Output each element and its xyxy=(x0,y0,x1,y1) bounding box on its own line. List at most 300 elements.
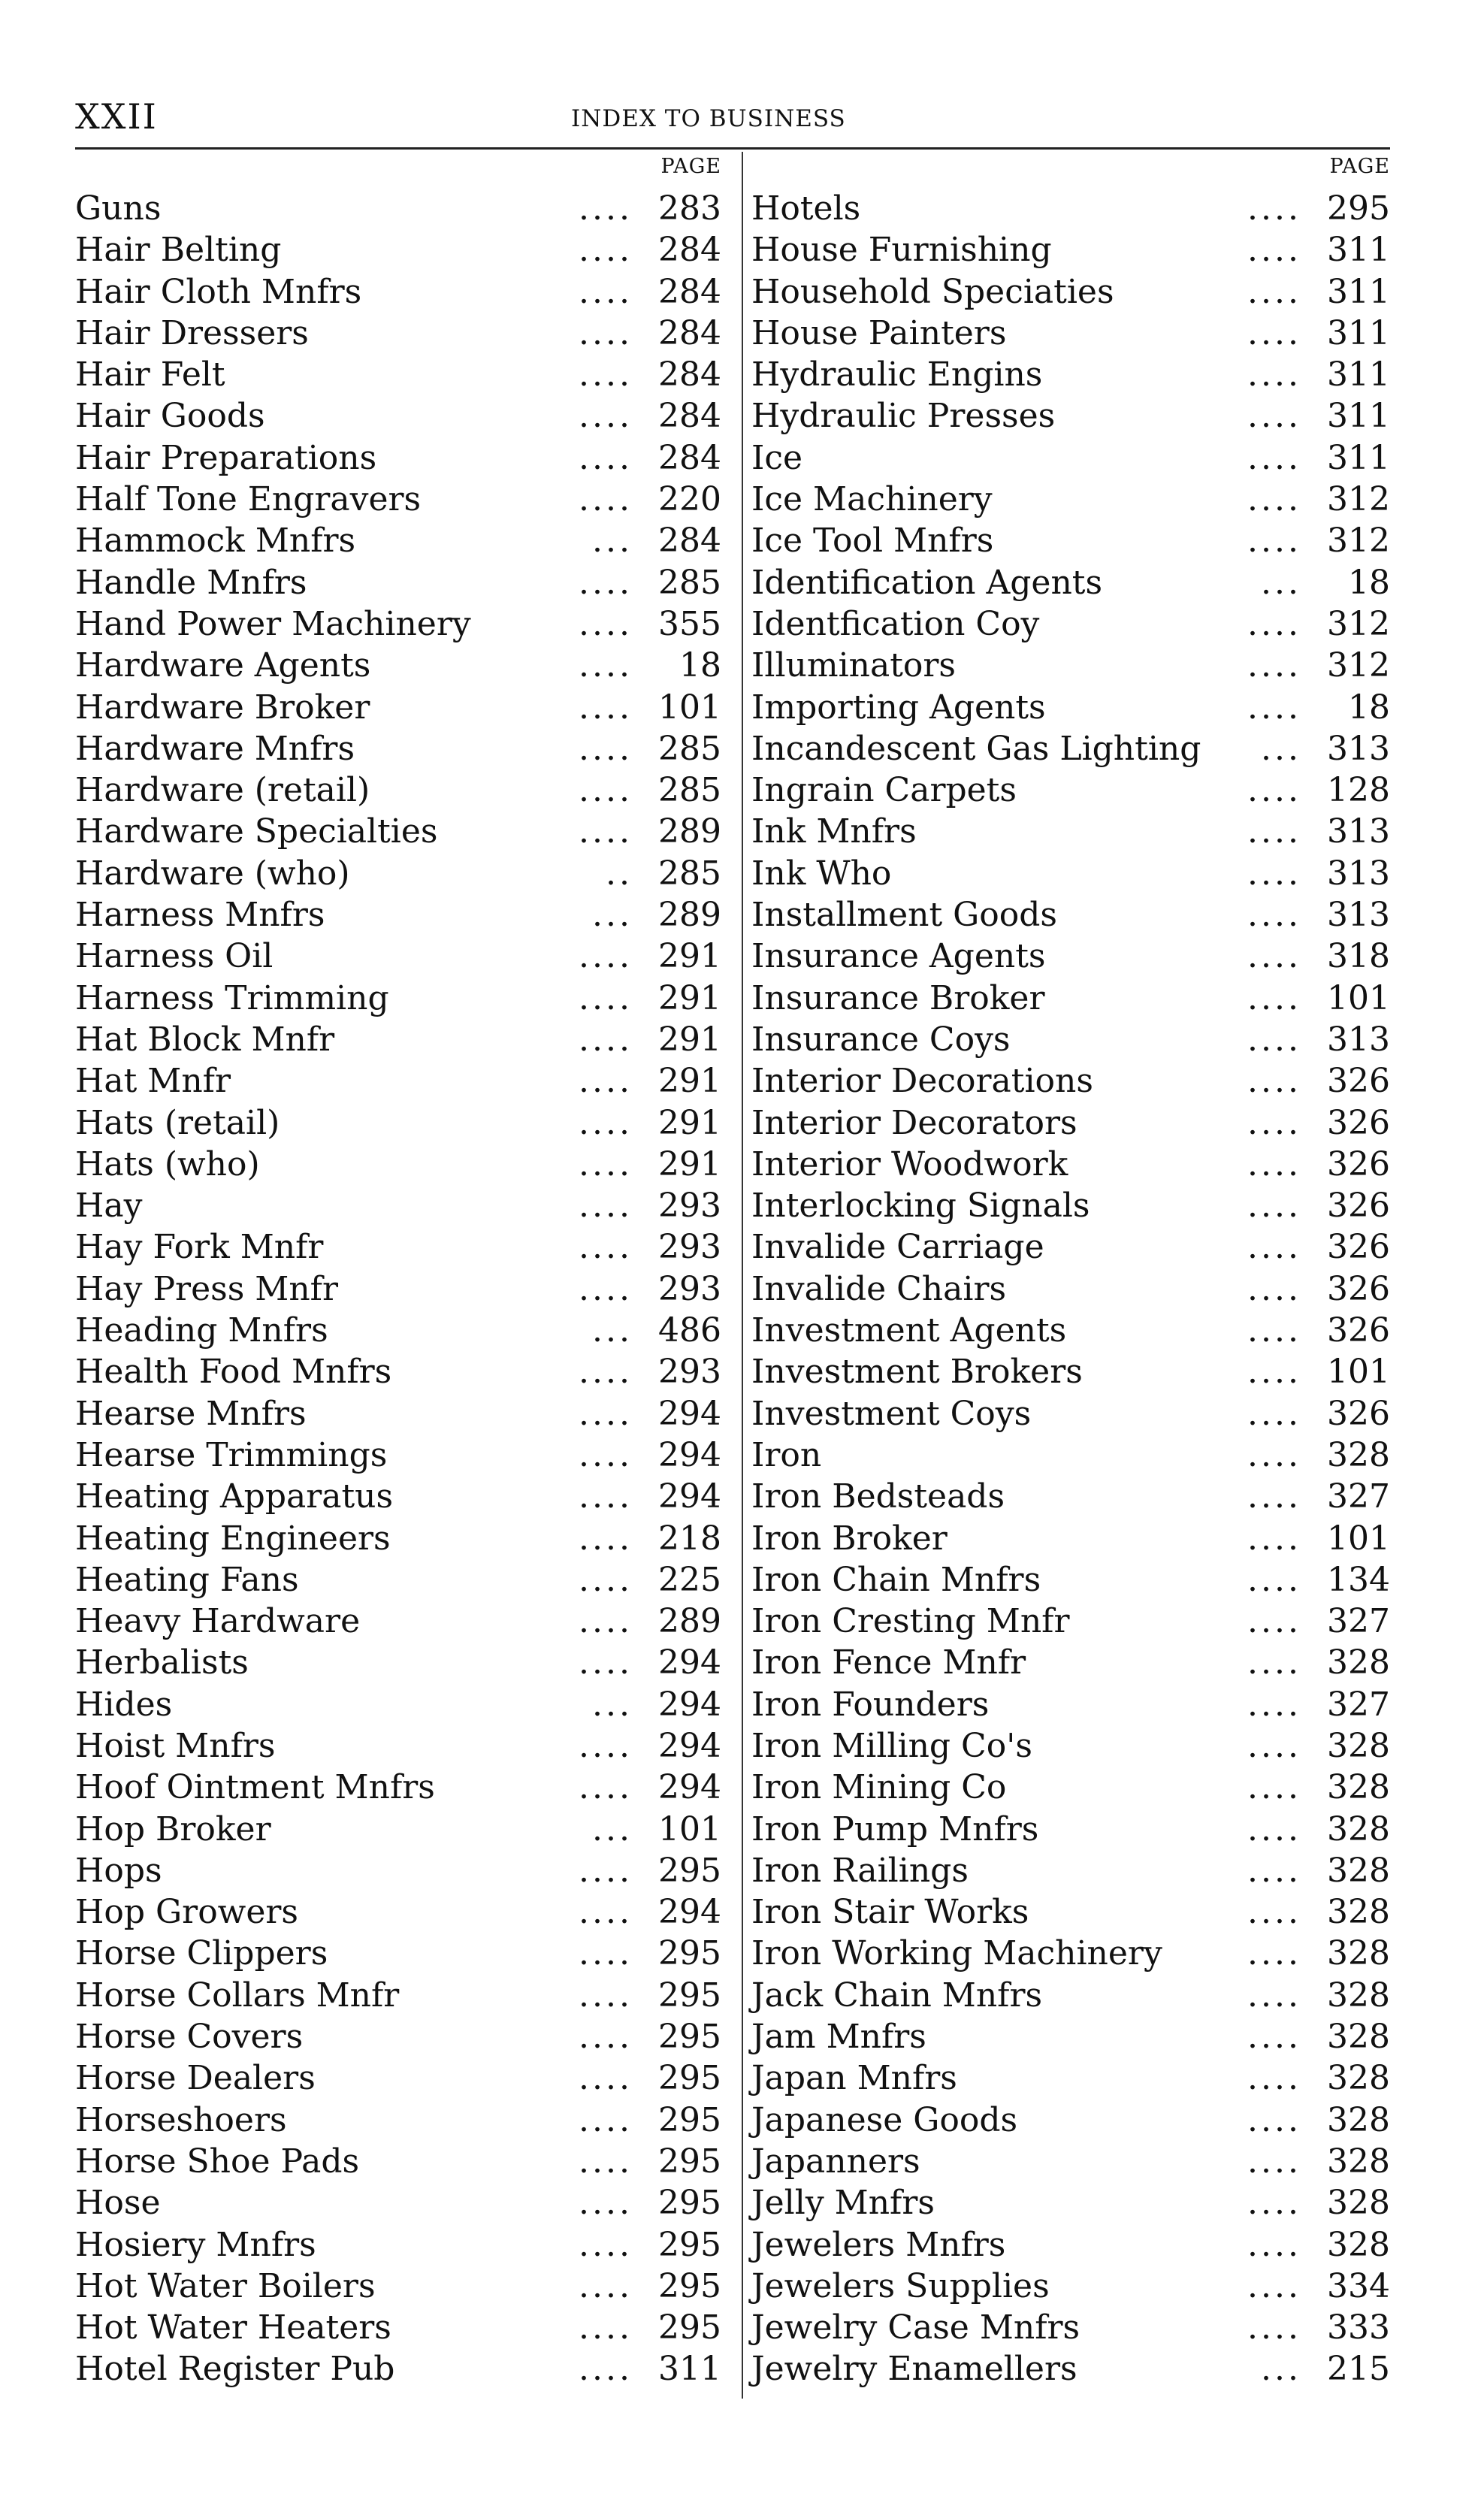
entry-name: Iron Broker xyxy=(751,1519,948,1558)
entry-page-number: 355 xyxy=(658,604,721,643)
index-column-right xyxy=(751,155,1398,2390)
index-entry xyxy=(75,1434,729,1476)
entry-name: Japanese Goods xyxy=(751,2100,1018,2139)
entry-leader-dots: .... xyxy=(1247,231,1301,270)
index-entry xyxy=(751,2348,1398,2390)
index-entry xyxy=(75,1351,729,1392)
entry-page-number: 333 xyxy=(1327,2308,1390,2347)
entry-page-number: 312 xyxy=(1327,646,1390,685)
entry-leader-dots: .... xyxy=(579,1269,633,1308)
entry-leader-dots: .... xyxy=(579,272,633,311)
entry-name: Iron Milling Co's xyxy=(751,1726,1032,1765)
index-entry xyxy=(75,395,729,437)
index-entry xyxy=(751,978,1398,1019)
entry-leader-dots: .... xyxy=(579,1020,633,1059)
entry-leader-dots: .... xyxy=(579,1187,633,1226)
entry-name: Invalide Chairs xyxy=(751,1269,1007,1308)
entry-page-number: 328 xyxy=(1327,2184,1390,2223)
entry-list-left xyxy=(75,188,729,2390)
entry-name: Hot Water Boilers xyxy=(75,2266,376,2305)
entry-leader-dots: .... xyxy=(1247,1187,1301,1226)
entry-name: Hardware (who) xyxy=(75,854,350,893)
index-entry xyxy=(75,1767,729,1808)
index-entry xyxy=(751,1933,1398,1974)
index-entry xyxy=(75,437,729,479)
index-entry xyxy=(75,2057,729,2099)
index-entry xyxy=(751,645,1398,686)
index-entry xyxy=(75,1809,729,1850)
entry-leader-dots: ... xyxy=(592,521,633,561)
entry-leader-dots: .... xyxy=(579,2018,633,2057)
entry-leader-dots: .... xyxy=(1247,313,1301,352)
entry-name: Harness Trimming xyxy=(75,978,389,1017)
entry-name: Hardware Specialties xyxy=(75,812,438,851)
index-entry xyxy=(75,1019,729,1060)
entry-name: Iron Stair Works xyxy=(751,1893,1029,1932)
entry-leader-dots: .... xyxy=(579,231,633,270)
entry-name: Heading Mnfrs xyxy=(75,1311,328,1350)
index-entry xyxy=(75,1476,729,1517)
entry-leader-dots: .... xyxy=(579,1560,633,1599)
entry-page-number: 328 xyxy=(1327,1768,1390,1807)
index-entry xyxy=(75,936,729,977)
entry-page-number: 311 xyxy=(1327,231,1390,270)
index-entry xyxy=(751,2099,1398,2141)
entry-page-number: 291 xyxy=(658,1020,721,1059)
entry-leader-dots: .... xyxy=(1247,1643,1301,1682)
entry-name: Horse Dealers xyxy=(75,2059,316,2098)
entry-leader-dots: .... xyxy=(579,2308,633,2347)
entry-leader-dots: .... xyxy=(1247,937,1301,976)
entry-page-number: 291 xyxy=(658,1062,721,1101)
entry-name: Invalide Carriage xyxy=(751,1228,1044,1267)
entry-leader-dots: .... xyxy=(1247,1809,1301,1849)
entry-leader-dots: .... xyxy=(1247,2308,1301,2347)
entry-page-number: 328 xyxy=(1327,1976,1390,2015)
entry-name: Hardware Mnfrs xyxy=(75,729,355,768)
index-entry xyxy=(751,1434,1398,1476)
entry-leader-dots: .... xyxy=(579,688,633,727)
entry-name: Hair Belting xyxy=(75,231,282,270)
entry-leader-dots: .... xyxy=(579,2266,633,2305)
entry-name: Hotel Register Pub xyxy=(75,2350,395,2389)
entry-leader-dots: .... xyxy=(1247,1477,1301,1516)
entry-leader-dots: .... xyxy=(1247,355,1301,395)
index-entry xyxy=(75,1268,729,1310)
index-entry xyxy=(751,1767,1398,1808)
entry-name: Ice Machinery xyxy=(751,480,993,519)
index-entry xyxy=(751,437,1398,479)
entry-leader-dots: .... xyxy=(1247,2100,1301,2139)
entry-name: Harness Oil xyxy=(75,937,274,976)
entry-name: Hardware (retail) xyxy=(75,771,370,810)
entry-page-number: 101 xyxy=(1327,978,1390,1017)
entry-page-number: 313 xyxy=(1327,729,1390,768)
entry-page-number: 215 xyxy=(1327,2350,1390,2389)
entry-page-number: 312 xyxy=(1327,480,1390,519)
index-entry xyxy=(75,1185,729,1226)
entry-page-number: 326 xyxy=(1327,1269,1390,1308)
entry-page-number: 311 xyxy=(1327,397,1390,436)
entry-page-number: 326 xyxy=(1327,1062,1390,1101)
entry-leader-dots: .... xyxy=(1247,1353,1301,1392)
entry-page-number: 311 xyxy=(1327,272,1390,311)
entry-leader-dots: .... xyxy=(1247,2184,1301,2223)
index-entry xyxy=(751,603,1398,645)
entry-page-number: 313 xyxy=(1327,854,1390,893)
entry-page-number: 294 xyxy=(658,1394,721,1433)
entry-leader-dots: .... xyxy=(1247,2225,1301,2264)
entry-page-number: 295 xyxy=(658,2142,721,2181)
entry-name: Identfication Coy xyxy=(751,604,1040,643)
entry-page-number: 328 xyxy=(1327,1851,1390,1890)
index-entry xyxy=(75,2141,729,2182)
entry-name: Insurance Coys xyxy=(751,1020,1011,1059)
entry-page-number: 294 xyxy=(658,1726,721,1765)
index-entry xyxy=(751,1559,1398,1601)
entry-name: Jewelers Supplies xyxy=(751,2266,1050,2305)
entry-name: Hat Mnfr xyxy=(75,1062,231,1101)
entry-page-number: 295 xyxy=(658,2225,721,2264)
entry-name: Iron Fence Mnfr xyxy=(751,1643,1026,1682)
index-entry xyxy=(751,811,1398,852)
entry-page-number: 289 xyxy=(658,896,721,935)
entry-name: Iron Cresting Mnfr xyxy=(751,1602,1070,1641)
index-entry xyxy=(751,2307,1398,2348)
entry-leader-dots: .... xyxy=(579,2142,633,2181)
entry-page-number: 312 xyxy=(1327,604,1390,643)
entry-name: Ingrain Carpets xyxy=(751,771,1017,810)
entry-page-number: 101 xyxy=(658,1809,721,1849)
index-entry xyxy=(751,1310,1398,1351)
entry-page-number: 18 xyxy=(1348,563,1390,602)
index-entry xyxy=(751,2266,1398,2307)
entry-page-number: 285 xyxy=(658,729,721,768)
entry-leader-dots: .... xyxy=(579,2059,633,2098)
index-entry xyxy=(75,1393,729,1434)
entry-page-number: 101 xyxy=(1327,1353,1390,1392)
entry-page-number: 285 xyxy=(658,854,721,893)
index-entry xyxy=(751,1725,1398,1767)
entry-leader-dots: .... xyxy=(1247,771,1301,810)
entry-page-number: 328 xyxy=(1327,2225,1390,2264)
entry-page-number: 294 xyxy=(658,1435,721,1474)
entry-page-number: 295 xyxy=(658,2059,721,2098)
entry-page-number: 313 xyxy=(1327,896,1390,935)
entry-name: Insurance Broker xyxy=(751,978,1045,1017)
entry-leader-dots: .... xyxy=(1247,1144,1301,1184)
entry-name: Horse Collars Mnfr xyxy=(75,1976,400,2015)
entry-name: Identification Agents xyxy=(751,563,1103,602)
entry-leader-dots: .... xyxy=(1247,1062,1301,1101)
index-entry xyxy=(75,479,729,520)
entry-leader-dots: .... xyxy=(579,1519,633,1558)
entry-page-number: 295 xyxy=(658,2308,721,2347)
entry-leader-dots: .... xyxy=(579,1976,633,2015)
entry-name: Japan Mnfrs xyxy=(751,2059,957,2098)
index-entry xyxy=(751,1476,1398,1517)
entry-leader-dots: .... xyxy=(1247,1602,1301,1641)
entry-name: Guns xyxy=(75,189,162,228)
entry-name: Jack Chain Mnfrs xyxy=(751,1976,1043,2015)
entry-leader-dots: .... xyxy=(1247,272,1301,311)
entry-page-number: 218 xyxy=(658,1519,721,1558)
entry-name: Horse Clippers xyxy=(75,1934,328,1973)
entry-name: Hats (retail) xyxy=(75,1103,280,1142)
entry-page-number: 294 xyxy=(658,1643,721,1682)
entry-page-number: 293 xyxy=(658,1187,721,1226)
entry-leader-dots: .. xyxy=(606,854,633,893)
entry-leader-dots: .... xyxy=(1247,2018,1301,2057)
entry-page-number: 334 xyxy=(1327,2266,1390,2305)
index-column-left xyxy=(75,155,729,2390)
entry-page-number: 312 xyxy=(1327,521,1390,561)
entry-leader-dots: .... xyxy=(1247,397,1301,436)
entry-page-number: 311 xyxy=(658,2350,721,2389)
entry-name: Heating Fans xyxy=(75,1560,299,1599)
entry-name: Iron xyxy=(751,1435,822,1474)
entry-page-number: 295 xyxy=(1327,189,1390,228)
entry-page-number: 284 xyxy=(658,355,721,395)
entry-leader-dots: .... xyxy=(579,2184,633,2223)
entry-leader-dots: .... xyxy=(1247,1768,1301,1807)
entry-name: Hardware Broker xyxy=(75,688,370,727)
entry-page-number: 128 xyxy=(1327,771,1390,810)
entry-leader-dots: .... xyxy=(1247,688,1301,727)
entry-page-number: 225 xyxy=(658,1560,721,1599)
entry-name: Hand Power Machinery xyxy=(75,604,471,643)
page-column-label: PAGE xyxy=(1329,155,1390,178)
entry-leader-dots: .... xyxy=(1247,646,1301,685)
index-entry xyxy=(751,229,1398,271)
entry-name: Hoist Mnfrs xyxy=(75,1726,276,1765)
entry-name: Ink Who xyxy=(751,854,892,893)
entry-page-number: 101 xyxy=(658,688,721,727)
entry-page-number: 327 xyxy=(1327,1477,1390,1516)
entry-leader-dots: .... xyxy=(579,397,633,436)
index-entry xyxy=(751,728,1398,769)
entry-name: Investment Coys xyxy=(751,1394,1032,1433)
entry-name: Jam Mnfrs xyxy=(751,2018,926,2057)
entry-page-number: 295 xyxy=(658,2100,721,2139)
entry-name: Horseshoers xyxy=(75,2100,287,2139)
entry-name: Herbalists xyxy=(75,1643,249,1682)
entry-leader-dots: .... xyxy=(1247,480,1301,519)
entry-name: Hearse Trimmings xyxy=(75,1435,388,1474)
index-entry xyxy=(75,1642,729,1683)
index-entry xyxy=(751,1185,1398,1226)
index-entry xyxy=(75,520,729,561)
entry-leader-dots: .... xyxy=(1247,438,1301,477)
entry-name: Horse Shoe Pads xyxy=(75,2142,360,2181)
entry-page-number: 289 xyxy=(658,812,721,851)
entry-leader-dots: .... xyxy=(579,978,633,1017)
index-entry xyxy=(75,2224,729,2266)
entry-name: Incandescent Gas Lighting xyxy=(751,729,1201,768)
index-entry xyxy=(75,2099,729,2141)
index-entry xyxy=(75,1060,729,1102)
entry-name: Hammock Mnfrs xyxy=(75,521,356,561)
index-entry xyxy=(75,1725,729,1767)
entry-name: Heating Engineers xyxy=(75,1519,391,1558)
entry-leader-dots: .... xyxy=(1247,1103,1301,1142)
entry-name: Installment Goods xyxy=(751,896,1057,935)
entry-name: Hides xyxy=(75,1685,173,1724)
entry-leader-dots: .... xyxy=(579,1602,633,1641)
entry-page-number: 284 xyxy=(658,231,721,270)
index-entry xyxy=(751,687,1398,728)
entry-page-number: 18 xyxy=(679,646,721,685)
index-entry xyxy=(751,1351,1398,1392)
entry-page-number: 293 xyxy=(658,1353,721,1392)
index-entry xyxy=(751,188,1398,229)
index-entry xyxy=(75,1933,729,1974)
entry-page-number: 291 xyxy=(658,978,721,1017)
index-entry xyxy=(75,1226,729,1268)
index-entry xyxy=(75,687,729,728)
entry-page-number: 313 xyxy=(1327,812,1390,851)
entry-page-number: 311 xyxy=(1327,313,1390,352)
entry-name: Household Speciaties xyxy=(751,272,1114,311)
entry-page-number: 293 xyxy=(658,1269,721,1308)
entry-name: Investment Agents xyxy=(751,1311,1067,1350)
entry-leader-dots: .... xyxy=(1247,1228,1301,1267)
entry-leader-dots: .... xyxy=(579,1353,633,1392)
entry-page-number: 328 xyxy=(1327,1934,1390,1973)
index-entry xyxy=(751,1601,1398,1642)
entry-name: Hops xyxy=(75,1851,162,1890)
entry-page-number: 328 xyxy=(1327,1435,1390,1474)
entry-name: Hotels xyxy=(751,189,861,228)
entry-page-number: 326 xyxy=(1327,1228,1390,1267)
entry-page-number: 327 xyxy=(1327,1602,1390,1641)
index-entry xyxy=(75,229,729,271)
entry-page-number: 289 xyxy=(658,1602,721,1641)
entry-leader-dots: .... xyxy=(579,563,633,602)
entry-name: Interior Decorations xyxy=(751,1062,1093,1101)
entry-page-number: 326 xyxy=(1327,1311,1390,1350)
entry-name: Harness Mnfrs xyxy=(75,896,325,935)
entry-name: Hosiery Mnfrs xyxy=(75,2225,316,2264)
entry-leader-dots: .... xyxy=(579,1394,633,1433)
entry-page-number: 294 xyxy=(658,1893,721,1932)
entry-leader-dots: .... xyxy=(1247,1685,1301,1724)
index-entry xyxy=(751,853,1398,894)
entry-leader-dots: .... xyxy=(1247,2142,1301,2181)
entry-leader-dots: .... xyxy=(579,2350,633,2389)
entry-name: Iron Bedsteads xyxy=(751,1477,1005,1516)
entry-leader-dots: ... xyxy=(1261,563,1301,602)
entry-leader-dots: .... xyxy=(1247,1726,1301,1765)
entry-name: Handle Mnfrs xyxy=(75,563,307,602)
entry-name: Hardware Agents xyxy=(75,646,371,685)
entry-page-number: 295 xyxy=(658,2018,721,2057)
entry-page-number: 328 xyxy=(1327,2142,1390,2181)
entry-leader-dots: .... xyxy=(1247,189,1301,228)
page-number: XXII xyxy=(75,96,158,137)
entry-leader-dots: .... xyxy=(579,1477,633,1516)
index-entry xyxy=(75,1559,729,1601)
entry-leader-dots: .... xyxy=(1247,978,1301,1017)
index-entry xyxy=(75,1310,729,1351)
entry-leader-dots: .... xyxy=(1247,2266,1301,2305)
index-entry xyxy=(751,1226,1398,1268)
index-entry xyxy=(751,354,1398,395)
index-entry xyxy=(75,603,729,645)
entry-leader-dots: .... xyxy=(579,1062,633,1101)
entry-page-number: 134 xyxy=(1327,1560,1390,1599)
index-entry xyxy=(75,2266,729,2307)
entry-name: Iron Chain Mnfrs xyxy=(751,1560,1041,1599)
index-entry xyxy=(751,769,1398,811)
entry-name: House Furnishing xyxy=(751,231,1052,270)
entry-page-number: 295 xyxy=(658,1851,721,1890)
entry-page-number: 294 xyxy=(658,1768,721,1807)
entry-name: Ice Tool Mnfrs xyxy=(751,521,994,561)
entry-name: Health Food Mnfrs xyxy=(75,1353,392,1392)
index-entry xyxy=(751,1975,1398,2016)
entry-leader-dots: .... xyxy=(1247,1435,1301,1474)
entry-leader-dots: .... xyxy=(579,1103,633,1142)
index-entry xyxy=(75,2307,729,2348)
entry-name: Hoof Ointment Mnfrs xyxy=(75,1768,435,1807)
entry-name: Ink Mnfrs xyxy=(751,812,917,851)
index-entry xyxy=(75,645,729,686)
index-entry xyxy=(751,313,1398,354)
entry-leader-dots: .... xyxy=(579,812,633,851)
entry-page-number: 311 xyxy=(1327,355,1390,395)
entry-page-number: 294 xyxy=(658,1685,721,1724)
entry-name: Jelly Mnfrs xyxy=(751,2184,935,2223)
entry-name: Horse Covers xyxy=(75,2018,304,2057)
entry-name: Interior Woodwork xyxy=(751,1144,1068,1184)
entry-page-number: 327 xyxy=(1327,1685,1390,1724)
entry-leader-dots: ... xyxy=(1261,2350,1301,2389)
index-entry xyxy=(75,188,729,229)
entry-leader-dots: .... xyxy=(1247,1020,1301,1059)
index-entry xyxy=(751,1518,1398,1559)
index-entry xyxy=(751,479,1398,520)
page-header xyxy=(75,96,1390,141)
entry-page-number: 311 xyxy=(1327,438,1390,477)
entry-name: Hay xyxy=(75,1187,143,1226)
entry-page-number: 328 xyxy=(1327,1893,1390,1932)
entry-leader-dots: ... xyxy=(592,1685,633,1724)
entry-name: Half Tone Engravers xyxy=(75,480,422,519)
index-entry xyxy=(751,520,1398,561)
entry-leader-dots: .... xyxy=(579,480,633,519)
entry-name: Hop Growers xyxy=(75,1893,298,1932)
entry-leader-dots: .... xyxy=(1247,1269,1301,1308)
entry-page-number: 295 xyxy=(658,1934,721,1973)
entry-name: Japanners xyxy=(751,2142,920,2181)
running-title: INDEX TO BUSINESS xyxy=(571,105,846,132)
entry-leader-dots: .... xyxy=(579,438,633,477)
index-entry xyxy=(75,978,729,1019)
entry-leader-dots: .... xyxy=(1247,1560,1301,1599)
index-entry xyxy=(75,1891,729,1933)
index-entry xyxy=(75,313,729,354)
entry-name: Interior Decorators xyxy=(751,1103,1077,1142)
index-entry xyxy=(751,894,1398,936)
entry-leader-dots: .... xyxy=(1247,1976,1301,2015)
index-entry xyxy=(751,2057,1398,2099)
entry-name: Jewelers Mnfrs xyxy=(751,2225,1006,2264)
index-entry xyxy=(75,2016,729,2057)
entry-name: Ice xyxy=(751,438,803,477)
entry-name: Hearse Mnfrs xyxy=(75,1394,307,1433)
index-entry xyxy=(751,1102,1398,1144)
